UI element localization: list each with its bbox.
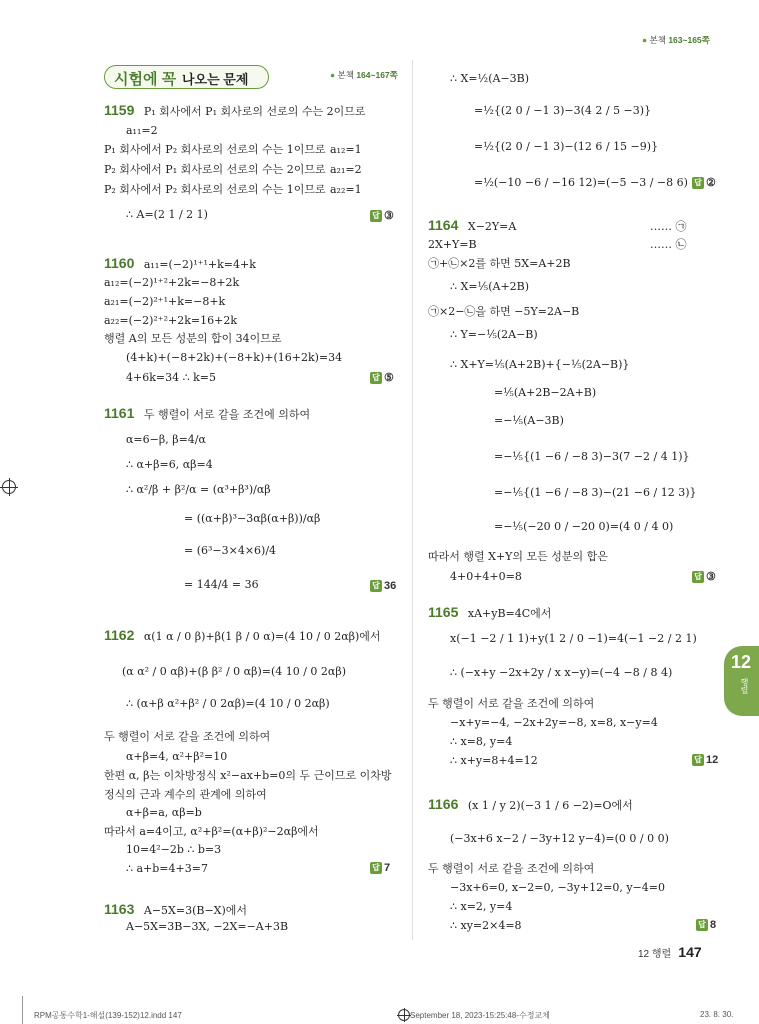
banner-ref-pages: 164~167쪽 xyxy=(356,70,398,80)
solution-line: …… ㉡ xyxy=(650,238,687,251)
problem-1166-header xyxy=(428,797,633,813)
solution-line: xA+yB=4C에서 xyxy=(467,607,552,620)
solution-line: ㉠×2−㉡을 하면 −5Y=2A−B xyxy=(428,305,580,318)
solution-line: 두 행렬이 서로 같을 조건에 의하여 xyxy=(143,408,311,421)
solution-line: =½{(2 0 / −1 3)−3(4 2 / 5 −3)} xyxy=(474,104,652,117)
solution-line: a₂₁=(−2)²⁺¹+k=−8+k xyxy=(104,295,226,308)
answer-1159 xyxy=(370,209,394,222)
header-book-ref: 본책 xyxy=(649,35,666,45)
section-banner xyxy=(104,62,272,90)
solution-line: A−5X=3(B−X)에서 xyxy=(143,904,248,917)
solution-line: a₂₁=2 xyxy=(330,163,362,176)
problem-1159-header xyxy=(104,103,366,119)
solution-line: 10=4²−2b ∴ b=3 xyxy=(126,843,222,856)
solution-line: ∴ (α+β α²+β² / 0 2αβ)=(4 10 / 0 2αβ) xyxy=(126,697,330,710)
chapter-number: 12 xyxy=(731,652,752,672)
solution-line: ∴ X+Y=⅕(A+2B)+{−⅕(2A−B)} xyxy=(450,358,630,371)
answer-value: ⑤ xyxy=(384,372,394,384)
solution-line: ∴ α²/β + β²/α = (α³+β³)/αβ xyxy=(126,483,271,496)
answer-mark-icon: 답 xyxy=(370,372,382,384)
footer-page-number: 147 xyxy=(678,944,702,960)
solution-line: ∴ x=2, y=4 xyxy=(450,900,513,913)
problem-number: 1159 xyxy=(104,102,135,118)
solution-line: α+β=a, αβ=b xyxy=(126,806,202,819)
solution-line: =½(−10 −6 / −16 12)=(−5 −3 / −8 6) xyxy=(474,176,688,189)
chapter-label: 행렬 xyxy=(740,678,749,694)
solution-line: = ((α+β)³−3αβ(α+β))/αβ xyxy=(184,512,321,525)
solution-line: α=6−β, β=4/α xyxy=(126,433,206,446)
registration-mark-icon xyxy=(2,480,16,494)
solution-line: a₁₁=(−2)¹⁺¹+k=4+k xyxy=(143,258,256,271)
footer-chapter: 12 행렬 xyxy=(638,949,672,960)
answer-mark-icon: 답 xyxy=(692,177,704,189)
bullet-dot-icon: ● xyxy=(330,70,336,80)
solution-line: ∴ Y=−⅕(2A−B) xyxy=(450,328,538,341)
problem-number: 1166 xyxy=(428,796,459,812)
answer-1166 xyxy=(696,919,716,931)
answer-1162 xyxy=(370,862,390,874)
answer-1161 xyxy=(370,580,396,592)
solution-line: (4+k)+(−8+2k)+(−8+k)+(16+2k)=34 xyxy=(126,351,343,364)
print-file-name: RPM공통수학1-해설(139-152)12.indd 147 xyxy=(34,1011,182,1020)
column-divider xyxy=(412,60,413,940)
solution-line: ∴ X=½(A−3B) xyxy=(450,72,530,85)
solution-line: 두 행렬이 서로 같을 조건에 의하여 xyxy=(104,730,271,743)
header-page-ref xyxy=(642,34,710,46)
header-pages: 163~165쪽 xyxy=(668,35,710,45)
solution-line: ∴ α+β=6, αβ=4 xyxy=(126,458,213,471)
answer-1163 xyxy=(692,176,716,189)
solution-line: ∴ A=(2 1 / 2 1) xyxy=(126,208,208,221)
problem-number: 1162 xyxy=(104,627,135,643)
answer-mark-icon: 답 xyxy=(692,571,704,583)
problem-number: 1164 xyxy=(428,217,459,233)
crop-mark xyxy=(22,996,23,1024)
solution-line: a₁₂=(−2)¹⁺²+2k=−8+2k xyxy=(104,276,240,289)
solution-line: P₁ 회사에서 P₁ 회사로의 선로의 수는 2이므로 xyxy=(143,105,366,118)
banner-ref-label: 본책 xyxy=(337,70,354,80)
solution-line: a₂₂=(−2)²⁺²+2k=16+2k xyxy=(104,314,237,327)
solution-line: = (6³−3×4×6)/4 xyxy=(184,544,277,557)
problem-1161-header xyxy=(104,406,310,422)
problem-number: 1165 xyxy=(428,604,459,620)
solution-line: (−3x+6 x−2 / −3y+12 y−4)=(0 0 / 0 0) xyxy=(450,832,669,845)
banner-title-2: 나오는 문제 xyxy=(182,72,249,87)
registration-mark-icon xyxy=(398,1009,410,1021)
problem-number: 1160 xyxy=(104,255,135,271)
answer-mark-icon: 답 xyxy=(370,210,382,222)
solution-line: X−2Y=A xyxy=(467,220,517,233)
solution-line: 4+0+4+0=8 xyxy=(450,570,522,583)
solution-line: P₂ 회사에서 P₁ 회사로의 선로의 수는 2이므로 xyxy=(104,163,326,176)
answer-value: 8 xyxy=(710,919,717,931)
answer-mark-icon: 답 xyxy=(370,580,382,592)
answer-value: ③ xyxy=(706,571,716,583)
solution-line: −3x+6=0, x−2=0, −3y+12=0, y−4=0 xyxy=(450,881,665,894)
solution-line: 두 행렬이 서로 같을 조건에 의하여 xyxy=(428,697,595,710)
solution-line: 따라서 a=4이고, α²+β²=(α+β)²−2αβ에서 xyxy=(104,825,319,838)
solution-line: 한편 α, β는 이차방정식 x²−ax+b=0의 두 근이므로 이차방 xyxy=(104,769,392,782)
solution-line: 행렬 A의 모든 성분의 합이 34이므로 xyxy=(104,332,282,345)
solution-line: 두 행렬이 서로 같을 조건에 의하여 xyxy=(428,862,595,875)
page-footer xyxy=(638,944,702,960)
answer-mark-icon: 답 xyxy=(370,862,382,874)
solution-line: =−⅕(A−3B) xyxy=(494,414,564,427)
solution-line: P₁ 회사에서 P₂ 회사로의 선로의 수는 1이므로 xyxy=(104,143,326,156)
problem-1160-header xyxy=(104,256,256,272)
problem-number: 1163 xyxy=(104,901,135,917)
solution-line: 따라서 행렬 X+Y의 모든 성분의 합은 xyxy=(428,550,608,563)
print-date: 23. 8. 30. xyxy=(700,1010,734,1019)
solution-line: ∴ X=⅕(A+2B) xyxy=(450,280,530,293)
solution-line: P₂ 회사에서 P₂ 회사로의 선로의 수는 1이므로 xyxy=(104,183,326,196)
answer-mark-icon: 답 xyxy=(696,919,708,931)
solution-line: =−⅕{(1 −6 / −8 3)−(21 −6 / 12 3)} xyxy=(494,486,697,499)
solution-line: (x 1 / y 2)(−3 1 / 6 −2)=O에서 xyxy=(467,799,633,812)
solution-line: A−5X=3B−3X, −2X=−A+3B xyxy=(126,920,289,933)
banner-title-1: 시험에 꼭 xyxy=(114,71,177,88)
answer-value: ③ xyxy=(384,210,394,222)
solution-line: α+β=4, α²+β²=10 xyxy=(126,750,228,763)
solution-line: −x+y=−4, −2x+2y=−8, x=8, x−y=4 xyxy=(450,716,658,729)
problem-1162-header xyxy=(104,628,381,644)
solution-line: 2X+Y=B xyxy=(428,238,477,251)
solution-line: ∴ x=8, y=4 xyxy=(450,735,513,748)
solution-line: x(−1 −2 / 1 1)+y(1 2 / 0 −1)=4(−1 −2 / 2 1) xyxy=(450,632,697,645)
solution-line: =−⅕{(1 −6 / −8 3)−3(7 −2 / 4 1)} xyxy=(494,450,690,463)
solution-line: =⅕(A+2B−2A+B) xyxy=(494,386,597,399)
solution-line: a₁₂=1 xyxy=(330,143,362,156)
problem-1164-header xyxy=(428,218,516,234)
solution-line: ∴ xy=2×4=8 xyxy=(450,919,522,932)
solution-line: =½{(2 0 / −1 3)−(12 6 / 15 −9)} xyxy=(474,140,659,153)
answer-value: ② xyxy=(706,177,716,189)
solution-line: ∴ x+y=8+4=12 xyxy=(450,754,538,767)
chapter-side-tab xyxy=(724,646,759,716)
solution-line: …… ㉠ xyxy=(650,220,687,233)
problem-1163-header xyxy=(104,902,247,918)
answer-mark-icon: 답 xyxy=(692,754,704,766)
solution-line: 4+6k=34 ∴ k=5 xyxy=(126,371,216,384)
problem-number: 1161 xyxy=(104,405,135,421)
solution-line: a₂₂=1 xyxy=(330,183,362,196)
print-timestamp: September 18, 2023-15:25:48-수정교체 xyxy=(410,1011,550,1020)
banner-page-ref xyxy=(330,69,398,81)
solution-line: (α α² / 0 αβ)+(β β² / 0 αβ)=(4 10 / 0 2αβ) xyxy=(122,665,347,678)
solution-line: a₁₁=2 xyxy=(126,124,158,137)
solution-line: = 144/4 = 36 xyxy=(184,578,259,591)
answer-1160 xyxy=(370,371,394,384)
answer-value: 36 xyxy=(384,580,397,592)
answer-value: 7 xyxy=(384,862,391,874)
solution-line: =−⅕(−20 0 / −20 0)=(4 0 / 4 0) xyxy=(494,520,674,533)
bullet-dot-icon: ● xyxy=(642,35,648,45)
answer-1165 xyxy=(692,754,718,766)
solution-line: α(1 α / 0 β)+β(1 β / 0 α)=(4 10 / 0 2αβ)에서 xyxy=(143,630,381,643)
answer-1164 xyxy=(692,570,716,583)
problem-1165-header xyxy=(428,605,551,621)
solution-line: 정식의 근과 계수의 관계에 의하여 xyxy=(104,788,267,801)
solution-line: ㉠+㉡×2를 하면 5X=A+2B xyxy=(428,257,571,270)
answer-value: 12 xyxy=(706,754,719,766)
solution-line: ∴ (−x+y −2x+2y / x x−y)=(−4 −8 / 8 4) xyxy=(450,666,673,679)
solution-line: ∴ a+b=4+3=7 xyxy=(126,862,208,875)
